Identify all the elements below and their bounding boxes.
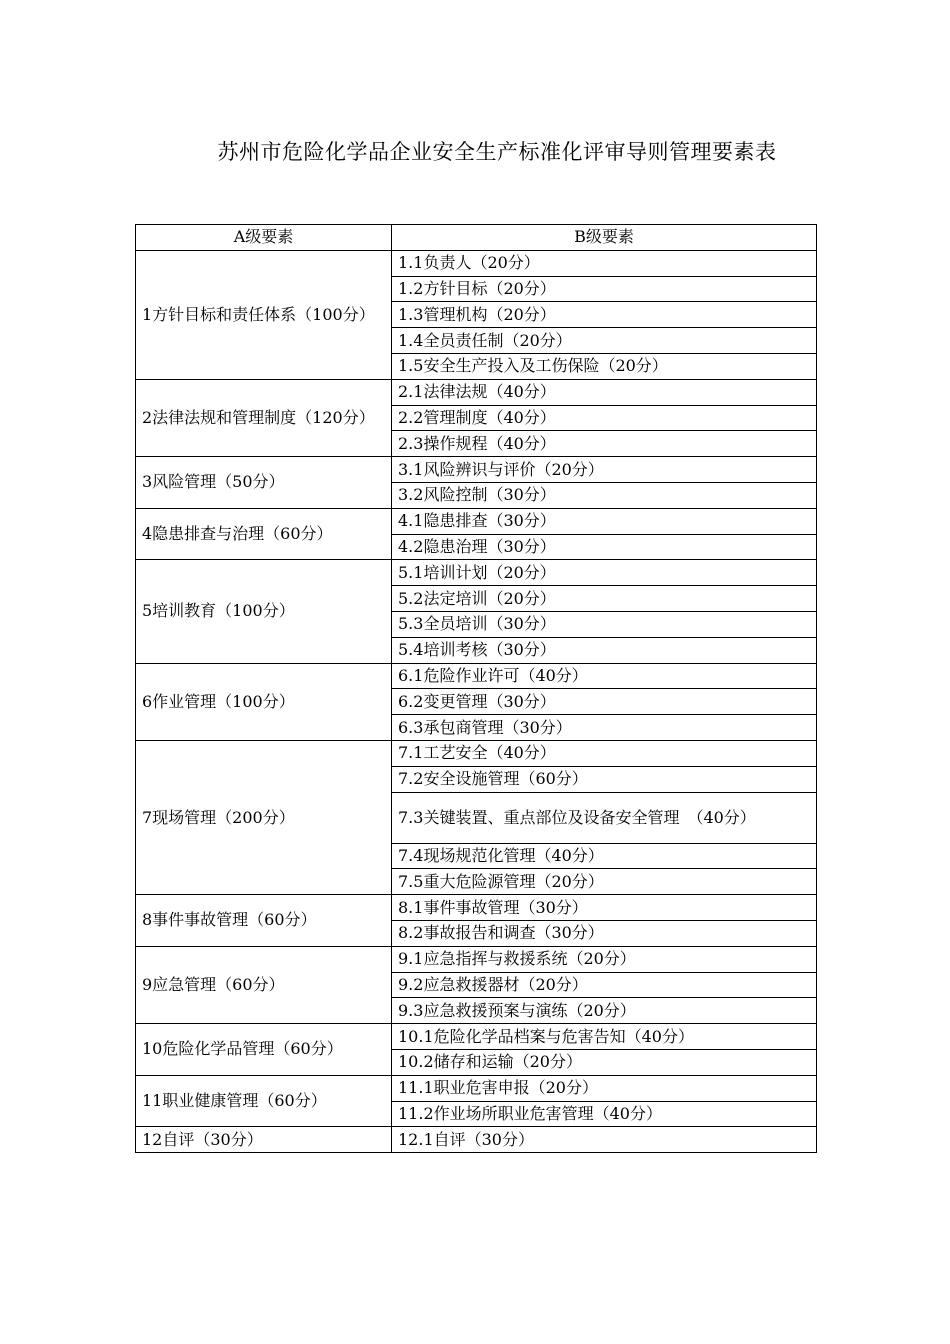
a-level-element: 9应急管理（60分）	[136, 946, 392, 1023]
b-level-element: 4.1隐患排查（30分）	[392, 508, 817, 534]
b-level-element: 8.1事件事故管理（30分）	[392, 895, 817, 921]
b-level-element: 1.2方针目标（20分）	[392, 276, 817, 302]
management-elements-table	[135, 224, 817, 1153]
table-row	[136, 379, 817, 405]
b-level-element: 10.2储存和运输（20分）	[392, 1049, 817, 1075]
b-level-element: 6.2变更管理（30分）	[392, 689, 817, 715]
b-level-element: 11.2作业场所职业危害管理（40分）	[392, 1101, 817, 1127]
b-level-element: 7.4现场规范化管理（40分）	[392, 843, 817, 869]
a-level-element: 10危险化学品管理（60分）	[136, 1024, 392, 1076]
b-level-element: 12.1自评（30分）	[392, 1127, 817, 1153]
b-level-element: 1.1负责人（20分）	[392, 250, 817, 276]
b-level-element: 3.1风险辨识与评价（20分）	[392, 457, 817, 483]
b-level-element: 2.1法律法规（40分）	[392, 379, 817, 405]
b-level-element: 11.1职业危害申报（20分）	[392, 1075, 817, 1101]
b-level-element: 2.2管理制度（40分）	[392, 405, 817, 431]
b-level-element: 3.2风险控制（30分）	[392, 482, 817, 508]
b-level-element: 5.3全员培训（30分）	[392, 611, 817, 637]
b-level-element: 8.2事故报告和调查（30分）	[392, 920, 817, 946]
a-level-element: 8事件事故管理（60分）	[136, 895, 392, 947]
a-level-element: 7现场管理（200分）	[136, 740, 392, 894]
b-level-element: 9.1应急指挥与救援系统（20分）	[392, 946, 817, 972]
table-row	[136, 560, 817, 586]
b-level-element: 10.1危险化学品档案与危害告知（40分）	[392, 1024, 817, 1050]
b-level-element: 7.3关键装置、重点部位及设备安全管理 （40分）	[392, 792, 817, 843]
b-level-element: 7.2安全设施管理（60分）	[392, 766, 817, 792]
a-level-element: 11职业健康管理（60分）	[136, 1075, 392, 1127]
table-row	[136, 1024, 817, 1050]
page-title: 苏州市危险化学品企业安全生产标准化评审导则管理要素表	[217, 140, 777, 164]
b-level-element: 6.1危险作业许可（40分）	[392, 663, 817, 689]
b-level-element: 4.2隐患治理（30分）	[392, 534, 817, 560]
a-level-element: 12自评（30分）	[136, 1127, 392, 1153]
table-header-row	[136, 225, 817, 251]
b-level-element: 9.2应急救援器材（20分）	[392, 972, 817, 998]
table-row	[136, 250, 817, 276]
table-row	[136, 508, 817, 534]
table-body	[136, 250, 817, 1152]
a-level-element: 3风险管理（50分）	[136, 457, 392, 509]
b-level-element: 2.3操作规程（40分）	[392, 431, 817, 457]
table-row	[136, 1075, 817, 1101]
b-level-element: 1.5安全生产投入及工伤保险（20分）	[392, 353, 817, 379]
b-level-element: 7.1工艺安全（40分）	[392, 740, 817, 766]
b-level-element: 6.3承包商管理（30分）	[392, 715, 817, 741]
table-row	[136, 1127, 817, 1153]
b-level-element: 9.3应急救援预案与演练（20分）	[392, 998, 817, 1024]
b-level-element: 1.4全员责任制（20分）	[392, 328, 817, 354]
a-level-element: 6作业管理（100分）	[136, 663, 392, 740]
b-level-element: 5.2法定培训（20分）	[392, 586, 817, 612]
table-row	[136, 663, 817, 689]
b-level-element: 1.3管理机构（20分）	[392, 302, 817, 328]
b-level-element: 7.5重大危险源管理（20分）	[392, 869, 817, 895]
table-row	[136, 740, 817, 766]
header-b-level: B级要素	[392, 225, 817, 251]
header-a-level: A级要素	[136, 225, 392, 251]
a-level-element: 1方针目标和责任体系（100分）	[136, 250, 392, 379]
table-row	[136, 457, 817, 483]
table-row	[136, 946, 817, 972]
table-row	[136, 895, 817, 921]
a-level-element: 2法律法规和管理制度（120分）	[136, 379, 392, 456]
a-level-element: 5培训教育（100分）	[136, 560, 392, 663]
b-level-element: 5.4培训考核（30分）	[392, 637, 817, 663]
b-level-element: 5.1培训计划（20分）	[392, 560, 817, 586]
a-level-element: 4隐患排查与治理（60分）	[136, 508, 392, 560]
